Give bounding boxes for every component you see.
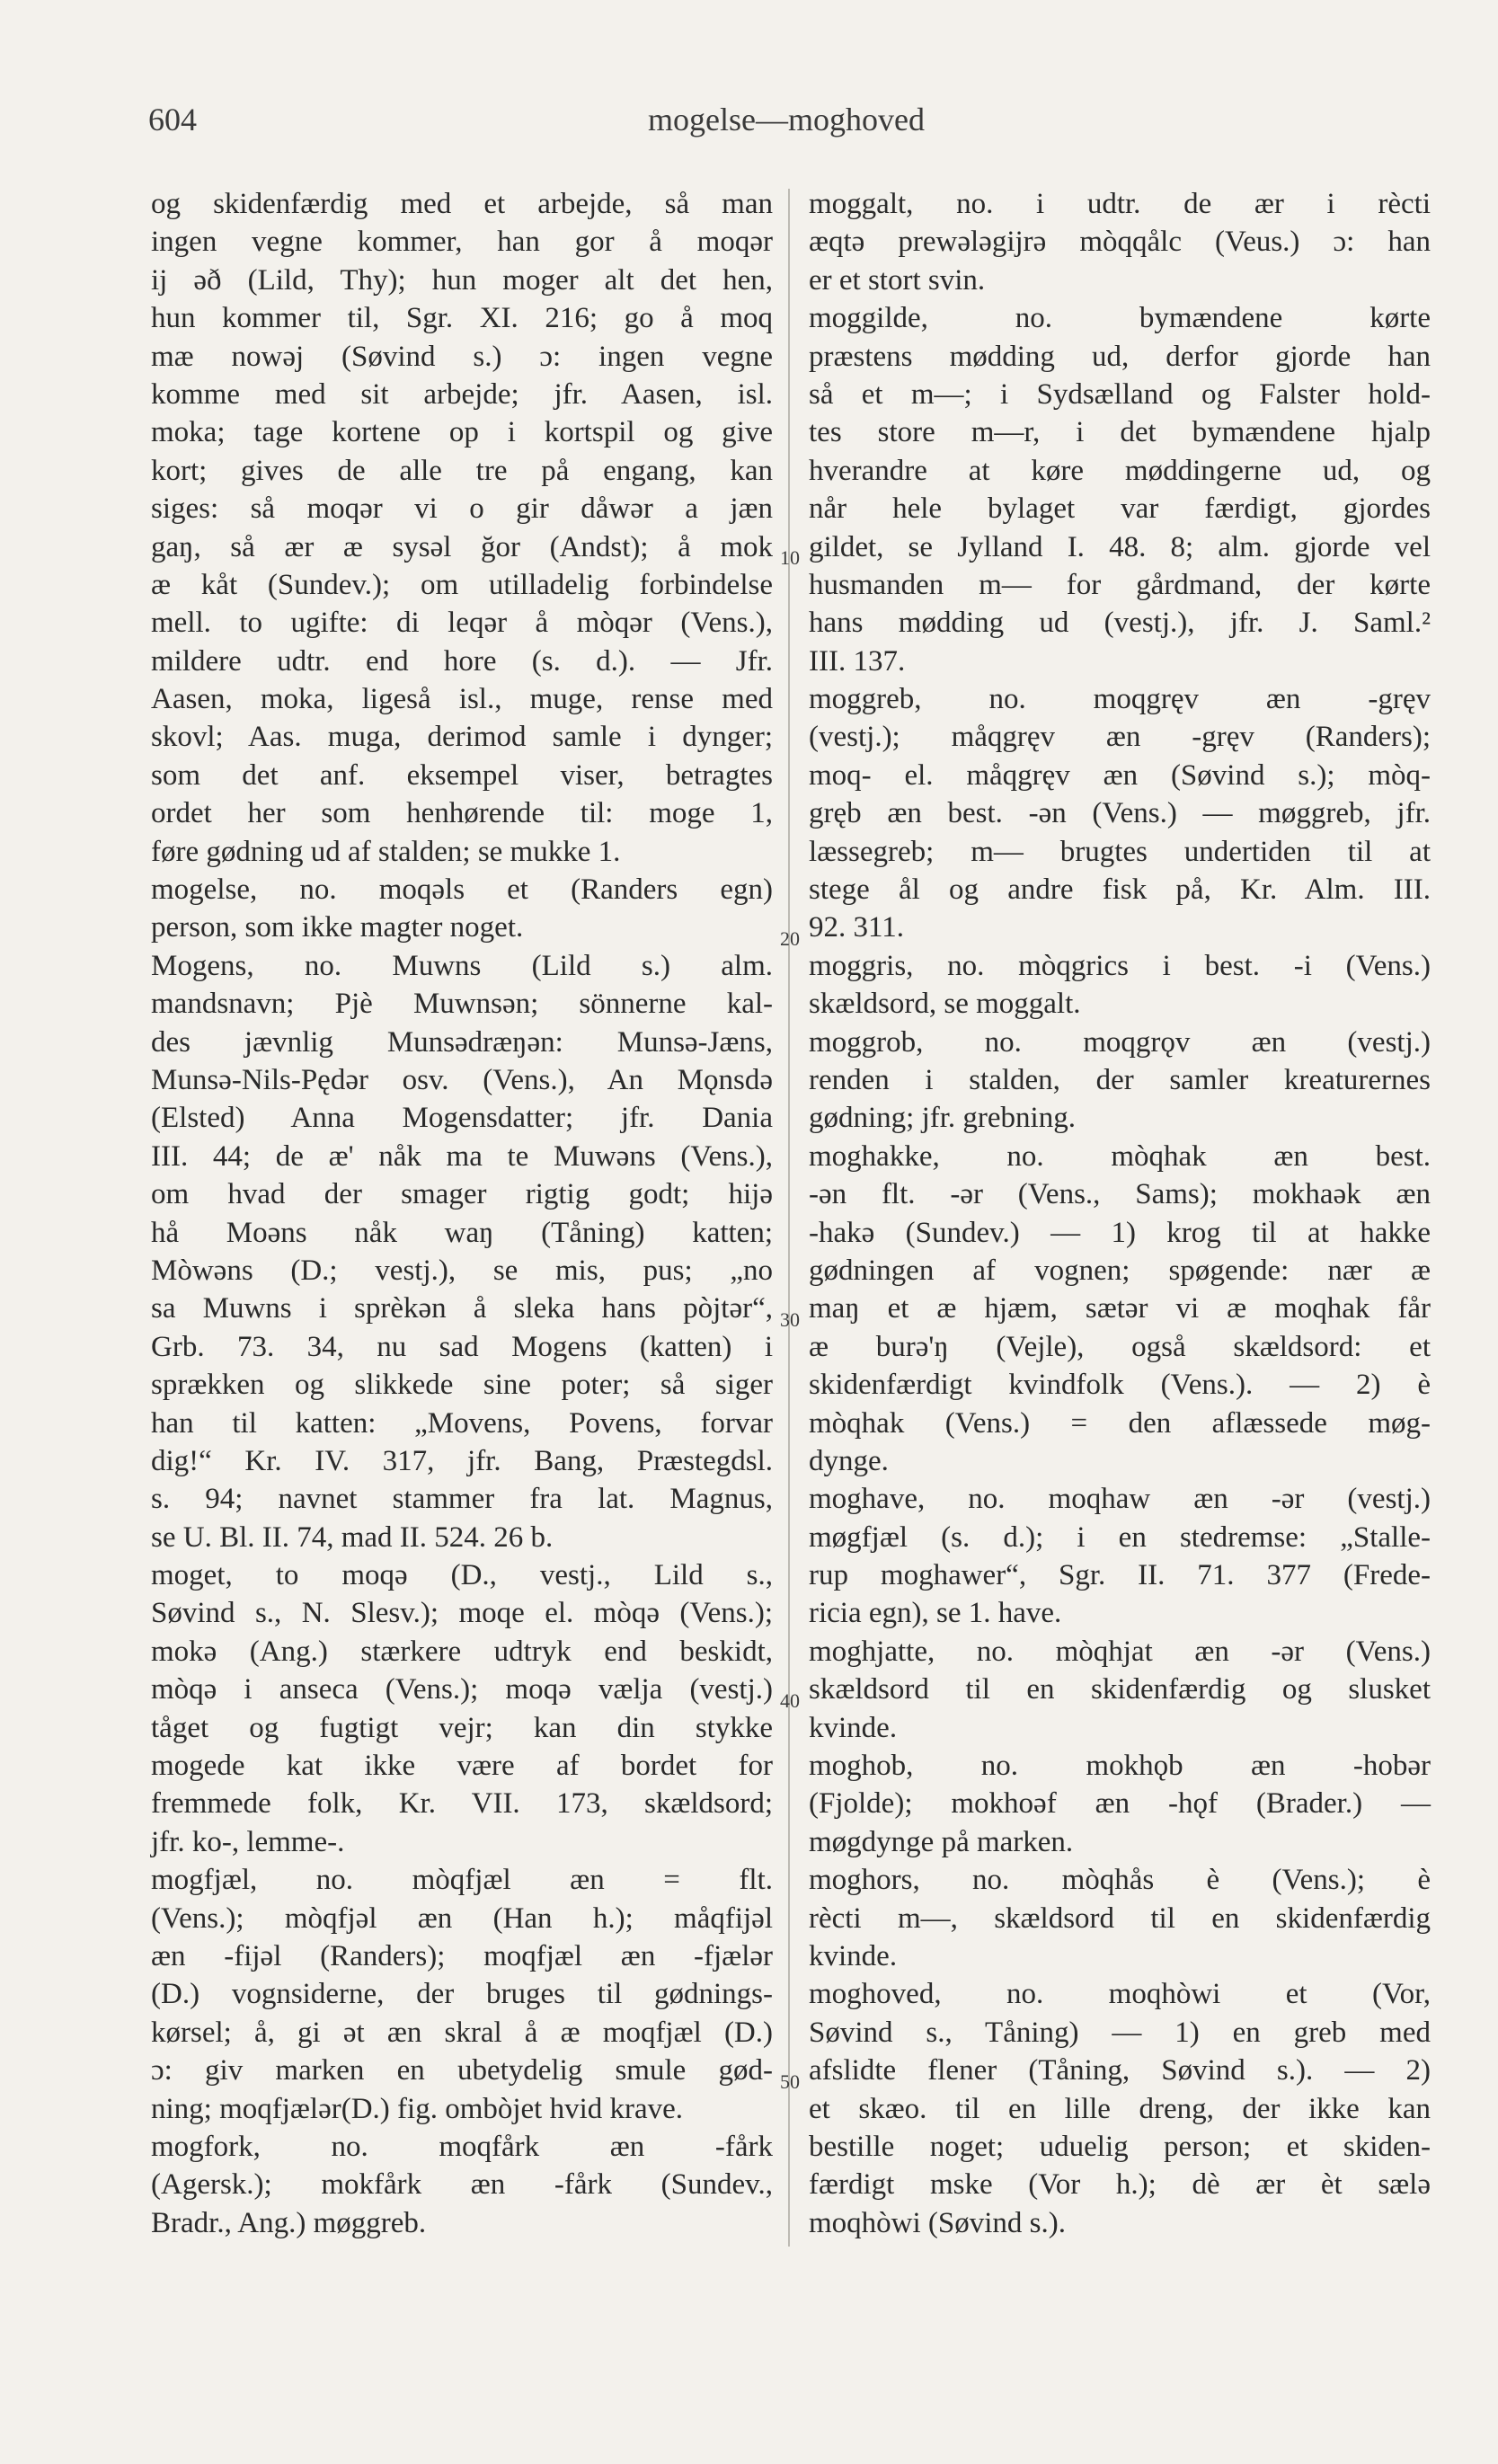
text-line: tåget og fugtigt vejr; kan din stykke — [151, 1711, 773, 1744]
text-line: husmanden m— for gårdmand, der kørte — [809, 568, 1431, 601]
text-line: læssegreb; m— brugtes undertiden til at — [809, 835, 1431, 868]
text-line: moghakke, no. mòqhak æn best. — [809, 1139, 1431, 1173]
text-line: (D.) vognsiderne, der bruges til gødnings- — [151, 1978, 773, 2011]
page-number: 604 — [148, 102, 197, 137]
text-line: III. 44; de æ' nåk ma te Muwəns (Vens.), — [151, 1139, 773, 1173]
text-line: gødningen af vognen; spøgende: nær æ — [809, 1254, 1431, 1287]
running-head: mogelse—moghoved — [648, 102, 925, 137]
text-line: skældsord til en skidenfærdig og slusket — [809, 1673, 1431, 1706]
text-line: moghjatte, no. mòqhjat æn -ər (Vens.) — [809, 1635, 1431, 1668]
text-line: gildet, se Jylland I. 48. 8; alm. gjorde vel — [809, 530, 1431, 563]
text-line: hå Moəns nåk waŋ (Tåning) katten; — [151, 1216, 773, 1249]
text-line: -hakə (Sundev.) — 1) krog til at hakke — [809, 1216, 1431, 1249]
text-line: moggrob, no. moqgrǫv æn (vestj.) — [809, 1025, 1431, 1059]
page-header — [148, 101, 1424, 146]
text-line: Mòwəns (D.; vestj.), se mis, pus; „no — [151, 1254, 773, 1287]
text-line: føre gødning ud af stalden; se mukke 1. — [151, 835, 621, 868]
text-line: mogede kat ikke være af bordet for — [151, 1750, 773, 1783]
line-number: 10 — [780, 546, 800, 569]
text-line: gødning; jfr. grebning. — [809, 1102, 1076, 1135]
line-number: 40 — [780, 1689, 800, 1712]
text-line: Grb. 73. 34, nu sad Mogens (katten) i — [151, 1330, 773, 1363]
text-line: ricia egn), se 1. have. — [809, 1597, 1062, 1630]
text-line: skovl; Aas. muga, derimod samle i dynger; — [151, 721, 773, 754]
left-column — [151, 185, 773, 2242]
text-line: stege ål og andre fisk på, Kr. Alm. III. — [809, 873, 1431, 907]
column-divider — [788, 189, 790, 2247]
text-line: præstens mødding ud, derfor gjorde han — [809, 340, 1431, 373]
text-line: ɔ: giv marken en ubetydelig smule gød- — [151, 2054, 773, 2087]
text-line: mæ nowəj (Søvind s.) ɔ: ingen vegne — [151, 340, 773, 373]
text-line: mòqhak (Vens.) = den aflæssede møg- — [809, 1406, 1431, 1440]
text-line: mòqə i anseca (Vens.); moqə vælja (vestj.) — [151, 1673, 773, 1706]
line-number: 30 — [780, 1308, 800, 1331]
text-line: moggris, no. mòqgrics i best. -i (Vens.) — [809, 949, 1431, 982]
text-line: siges: så moqər vi o gir dåwər a jæn — [151, 492, 773, 526]
text-line: (Elsted) Anna Mogensdatter; jfr. Dania — [151, 1102, 773, 1135]
text-line: tes store m—r, i det bymændene hjalp — [809, 416, 1431, 449]
text-line: æqtə prewələgijrə mòqqålc (Veus.) ɔ: han — [809, 226, 1431, 259]
text-line: afslidte flener (Tåning, Søvind s.). — 2) — [809, 2054, 1431, 2087]
text-line: moghors, no. mòqhås è (Vens.); è — [809, 1864, 1431, 1897]
text-line: jfr. ko-, lemme-. — [151, 1825, 345, 1858]
text-line: som det anf. eksempel viser, betragtes — [151, 758, 773, 792]
text-line: des jævnlig Munsədræŋən: Munsə-Jæns, — [151, 1025, 773, 1059]
text-line: æ burə'ŋ (Vejle), også skældsord: et — [809, 1330, 1431, 1363]
text-line: moghoved, no. moqhòwi et (Vor, — [809, 1978, 1431, 2011]
text-line: skidenfærdigt kvindfolk (Vens.). — 2) è — [809, 1369, 1431, 1402]
text-line: mogelse, no. moqəls et (Randers egn) — [151, 873, 773, 907]
text-line: moqhòwi (Søvind s.). — [809, 2206, 1067, 2239]
text-line: dig!“ Kr. IV. 317, jfr. Bang, Præstegdsl. — [151, 1444, 773, 1477]
text-line: (vestj.); måqgręv æn -gręv (Randers); — [809, 721, 1431, 754]
text-line: mogfjæl, no. mòqfjæl æn = flt. — [151, 1864, 773, 1897]
text-line: rècti m—, skældsord til en skidenfærdig — [809, 1901, 1431, 1935]
text-line: er et stort svin. — [809, 263, 986, 297]
text-line: moggilde, no. bymændene kørte — [809, 302, 1431, 335]
text-line: bestille noget; uduelig person; et skiden- — [809, 2130, 1431, 2163]
text-line: færdigt mske (Vor h.); dè ær èt sælə — [809, 2168, 1431, 2202]
text-line: dynge. — [809, 1444, 889, 1477]
text-line: skældsord, se moggalt. — [809, 988, 1081, 1021]
text-line: mell. to ugifte: di leqər å mòqər (Vens.), — [151, 607, 773, 640]
text-line: mildere udtr. end hore (s. d.). — Jfr. — [151, 644, 773, 678]
text-line: moggreb, no. moqgręv æn -gręv — [809, 683, 1431, 716]
text-line: ning; moqfjælər(D.) fig. ombòjet hvid krave. — [151, 2092, 684, 2125]
text-line: ingen vegne kommer, han gor å moqər — [151, 226, 773, 259]
text-line: moghob, no. mokhǫb æn -hobər — [809, 1750, 1431, 1783]
text-line: III. 137. — [809, 644, 906, 678]
text-line: møgdynge på marken. — [809, 1825, 1074, 1858]
text-line: mokə (Ang.) stærkere udtryk end beskidt, — [151, 1635, 773, 1668]
text-line: fremmede folk, Kr. VII. 173, skældsord; — [151, 1787, 773, 1821]
text-line: s. 94; navnet stammer fra lat. Magnus, — [151, 1483, 773, 1516]
text-line: komme med sit arbejde; jfr. Aasen, isl. — [151, 377, 773, 411]
text-line: når hele bylaget var færdigt, gjordes — [809, 492, 1431, 526]
text-line: gaŋ, så ær æ sysəl ğor (Andst); å mok — [151, 530, 773, 563]
text-line: renden i stalden, der samler kreaturernes — [809, 1063, 1431, 1096]
text-line: (Fjolde); mokhoəf æn -hǫf (Brader.) — — [809, 1787, 1431, 1821]
text-line: moggalt, no. i udtr. de ær i rècti — [809, 188, 1431, 220]
text-line: æ kåt (Sundev.); om utilladelig forbindelse — [151, 568, 773, 601]
text-line: maŋ et æ hjæm, sætər vi æ moqhak får — [809, 1292, 1431, 1325]
text-line: han til katten: „Movens, Povens, forvar — [151, 1406, 773, 1440]
right-column — [809, 185, 1431, 2242]
text-line: (Agersk.); mokfårk æn -fårk (Sundev., — [151, 2168, 773, 2202]
text-line: moq- el. måqgręv æn (Søvind s.); mòq- — [809, 758, 1431, 792]
text-line: Munsə-Nils-Pędər osv. (Vens.), An Mǫnsdə — [151, 1063, 773, 1096]
text-line: kørsel; å, gi ət æn skral å æ moqfjæl (D.) — [151, 2016, 773, 2049]
text-line: sa Muwns i sprèkən å sleka hans pòjtər“, — [151, 1292, 773, 1325]
text-line: mogfork, no. moqfårk æn -fårk — [151, 2130, 773, 2163]
text-line: hverandre at køre møddingerne ud, og — [809, 454, 1431, 487]
text-line: Søvind s., Tåning) — 1) en greb med — [809, 2016, 1431, 2049]
text-line: person, som ikke magter noget. — [151, 911, 524, 944]
text-line: rup moghawer“, Sgr. II. 71. 377 (Frede- — [809, 1559, 1431, 1592]
text-line: kvinde. — [809, 1711, 898, 1744]
text-line: moghave, no. moqhaw æn -ər (vestj.) — [809, 1483, 1431, 1516]
text-line: moget, to moqə (D., vestj., Lild s., — [151, 1559, 773, 1592]
text-line: -ən flt. -ər (Vens., Sams); mokhaək æn — [809, 1178, 1431, 1211]
text-line: og skidenfærdig med et arbejde, så man — [151, 188, 773, 220]
text-line: møgfjæl (s. d.); i en stedremse: „Stalle- — [809, 1520, 1431, 1554]
line-number: 50 — [780, 2070, 800, 2093]
text-line: Mogens, no. Muwns (Lild s.) alm. — [151, 949, 773, 982]
text-line: kvinde. — [809, 1939, 898, 1972]
text-line: hans mødding ud (vestj.), jfr. J. Saml.² — [809, 607, 1431, 640]
text-line: et skæo. til en lille dreng, der ikke kan — [809, 2092, 1431, 2125]
text-line: 92. 311. — [809, 911, 905, 944]
text-line: ordet her som henhørende til: moge 1, — [151, 797, 773, 830]
text-line: hun kommer til, Sgr. XI. 216; go å moq — [151, 302, 773, 335]
text-line: se U. Bl. II. 74, mad II. 524. 26 b. — [151, 1520, 554, 1554]
text-line: om hvad der smager rigtig godt; hijə — [151, 1178, 773, 1211]
text-line: (Vens.); mòqfjəl æn (Han h.); måqfijəl — [151, 1901, 773, 1935]
text-line: Søvind s., N. Slesv.); moqe el. mòqə (Vens.); — [151, 1597, 773, 1630]
text-line: gręb æn best. -ən (Vens.) — møggreb, jfr. — [809, 797, 1431, 830]
text-line: æn -fijəl (Randers); moqfjæl æn -fjælər — [151, 1939, 773, 1972]
text-line: Bradr., Ang.) møggreb. — [151, 2206, 427, 2239]
text-line: kort; gives de alle tre på engang, kan — [151, 454, 773, 487]
text-line: så et m—; i Sydsælland og Falster hold- — [809, 377, 1431, 411]
text-line: ij əð (Lild, Thy); hun moger alt det hen, — [151, 263, 773, 297]
text-line: sprækken og slikkede sine poter; så siger — [151, 1369, 773, 1402]
text-line: moka; tage kortene op i kortspil og give — [151, 416, 773, 449]
text-line: Aasen, moka, ligeså isl., muge, rense med — [151, 683, 773, 716]
line-number: 20 — [780, 927, 800, 950]
text-line: mandsnavn; Pjè Muwnsən; sönnerne kal- — [151, 988, 773, 1021]
